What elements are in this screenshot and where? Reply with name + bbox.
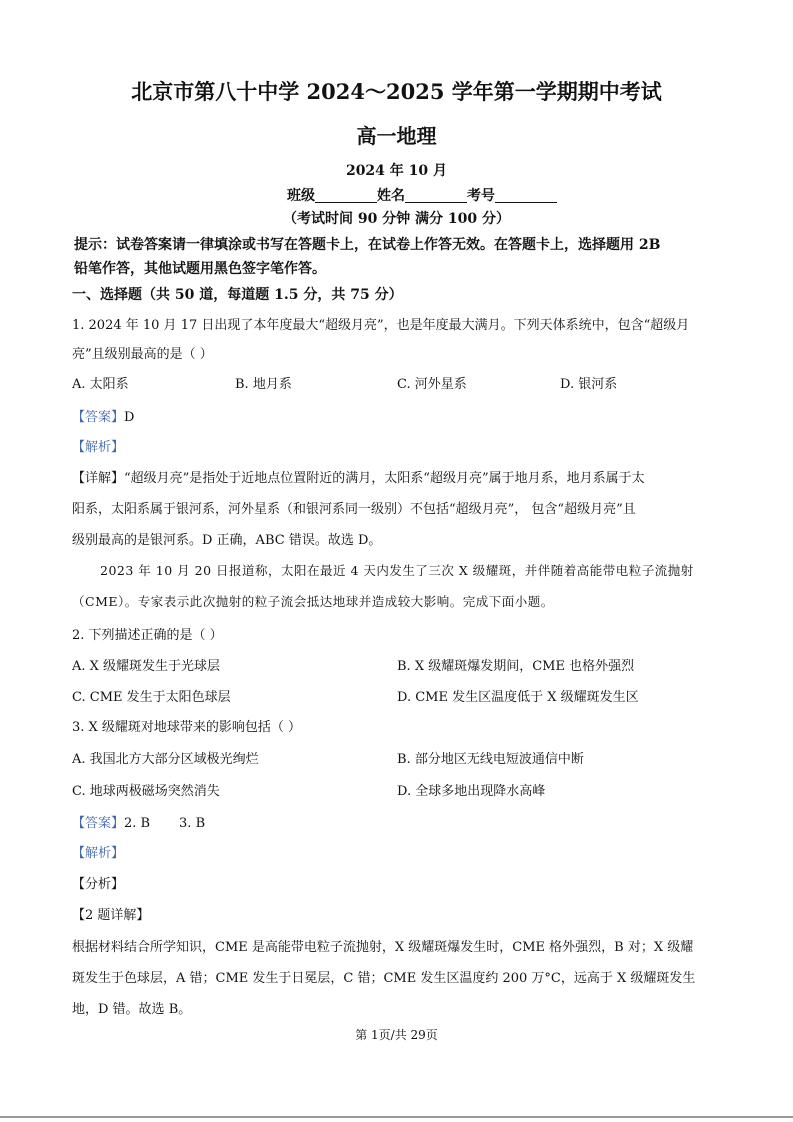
q23-answer-label: 【答案】: [72, 816, 125, 831]
q1-stem-line-2: 亮”且级别最高的是（ ）: [72, 347, 213, 362]
q3-stem: 3. X 级耀斑对地球带来的影响包括（ ）: [72, 720, 302, 735]
q1-option-c: C. 河外星系: [397, 377, 467, 392]
section-heading: 一、选择题（共 50 道，每道题 1.5 分，共 75 分）: [72, 287, 403, 303]
q3-option-b: B. 部分地区无线电短波通信中断: [397, 752, 584, 767]
q1-answer-value: D: [124, 410, 135, 425]
q1-detail-line-1: [72, 467, 645, 486]
tip-line-2: 铅笔作答，其他试题用黑色签字笔作答。: [74, 261, 326, 277]
q1-detail-label: 【详解】: [72, 471, 125, 486]
q23-fenxi-label: 【分析】: [72, 877, 125, 892]
exam-title: 北京市第八十中学 2024～2025 学年第一学期期中考试: [131, 79, 662, 104]
q1-detail-text-1: “超级月亮”是指处于近地点位置附近的满月，太阳系“超级月亮”属于地月系，地月系属于太: [124, 471, 645, 486]
q1-answer: [72, 406, 134, 425]
q1-detail-line-3: 级别最高的是银河系。D 正确，ABC 错误。故选 D。: [72, 533, 382, 548]
name-blank: [405, 188, 467, 203]
number-label: 考号: [467, 188, 495, 204]
q3-option-d: D. 全球多地出现降水高峰: [397, 784, 546, 799]
q2-detail-label: 【2 题详解】: [72, 908, 150, 923]
number-blank: [495, 188, 557, 203]
class-label: 班级: [287, 188, 315, 204]
q3-option-a: A. 我国北方大部分区域极光绚烂: [72, 752, 259, 767]
q2-option-c: C. CME 发生于太阳色球层: [72, 690, 231, 705]
q23-answer: [72, 812, 205, 831]
q1-analysis-label: 【解析】: [72, 440, 125, 455]
material-line-2: （CME）。专家表示此次抛射的粒子流会抵达地球并造成较大影响。完成下面小题。: [72, 594, 554, 609]
page-footer: 第 1页/共 29页: [355, 1028, 438, 1042]
q1-option-b: B. 地月系: [235, 377, 292, 392]
tip-line-1: 提示：试卷答案请一律填涂或书写在答题卡上，在试卷上作答无效。在答题卡上，选择题用 2B: [74, 237, 661, 253]
q2-detail-line-2: 斑发生于色球层，A 错；CME 发生于日冕层，C 错；CME 发生区温度约 200 万°C，远高于 X 级耀斑发生: [72, 971, 696, 986]
student-info-line: [287, 185, 557, 205]
q2-option-d: D. CME 发生区温度低于 X 级耀斑发生区: [397, 690, 639, 705]
q2-stem: 2. 下列描述正确的是（ ）: [72, 628, 223, 643]
material-line-1: 2023 年 10 月 20 日报道称，太阳在最近 4 天内发生了三次 X 级耀斑，并伴随着高能带电粒子流抛射: [100, 563, 694, 578]
q23-analysis-label: 【解析】: [72, 846, 125, 861]
bottom-divider: [0, 1116, 793, 1118]
q1-stem-line-1: 1. 2024 年 10 月 17 日出现了本年度最大“超级月亮”，也是年度最大满月。下列天体系统中，包含“超级月: [72, 318, 690, 333]
subject-title: 高一地理: [356, 124, 437, 148]
q23-answer-values: 2. B 3. B: [124, 816, 206, 831]
q2-detail-line-3: 地，D 错。故选 B。: [72, 1002, 192, 1017]
name-label: 姓名: [377, 188, 405, 204]
q2-option-b: B. X 级耀斑爆发期间，CME 也格外强烈: [397, 659, 635, 674]
exam-date: 2024 年 10 月: [345, 163, 448, 179]
time-info: （考试时间 90 分钟 满分 100 分）: [282, 211, 511, 227]
q1-option-d: D. 银河系: [560, 377, 618, 392]
q2-option-a: A. X 级耀斑发生于光球层: [72, 659, 221, 674]
q2-detail-line-1: 根据材料结合所学知识，CME 是高能带电粒子流抛射，X 级耀斑爆发生时，CME 格外强烈，B 对；X 级耀: [72, 940, 694, 955]
q1-detail-line-2: 阳系，太阳系属于银河系，河外星系（和银河系同一级别）不包括“超级月亮”， 包含“超级月亮”且: [72, 502, 636, 517]
q1-answer-label: 【答案】: [72, 410, 125, 425]
q1-option-a: A. 太阳系: [72, 377, 129, 392]
class-blank: [315, 188, 377, 203]
q3-option-c: C. 地球两极磁场突然消失: [72, 784, 220, 799]
